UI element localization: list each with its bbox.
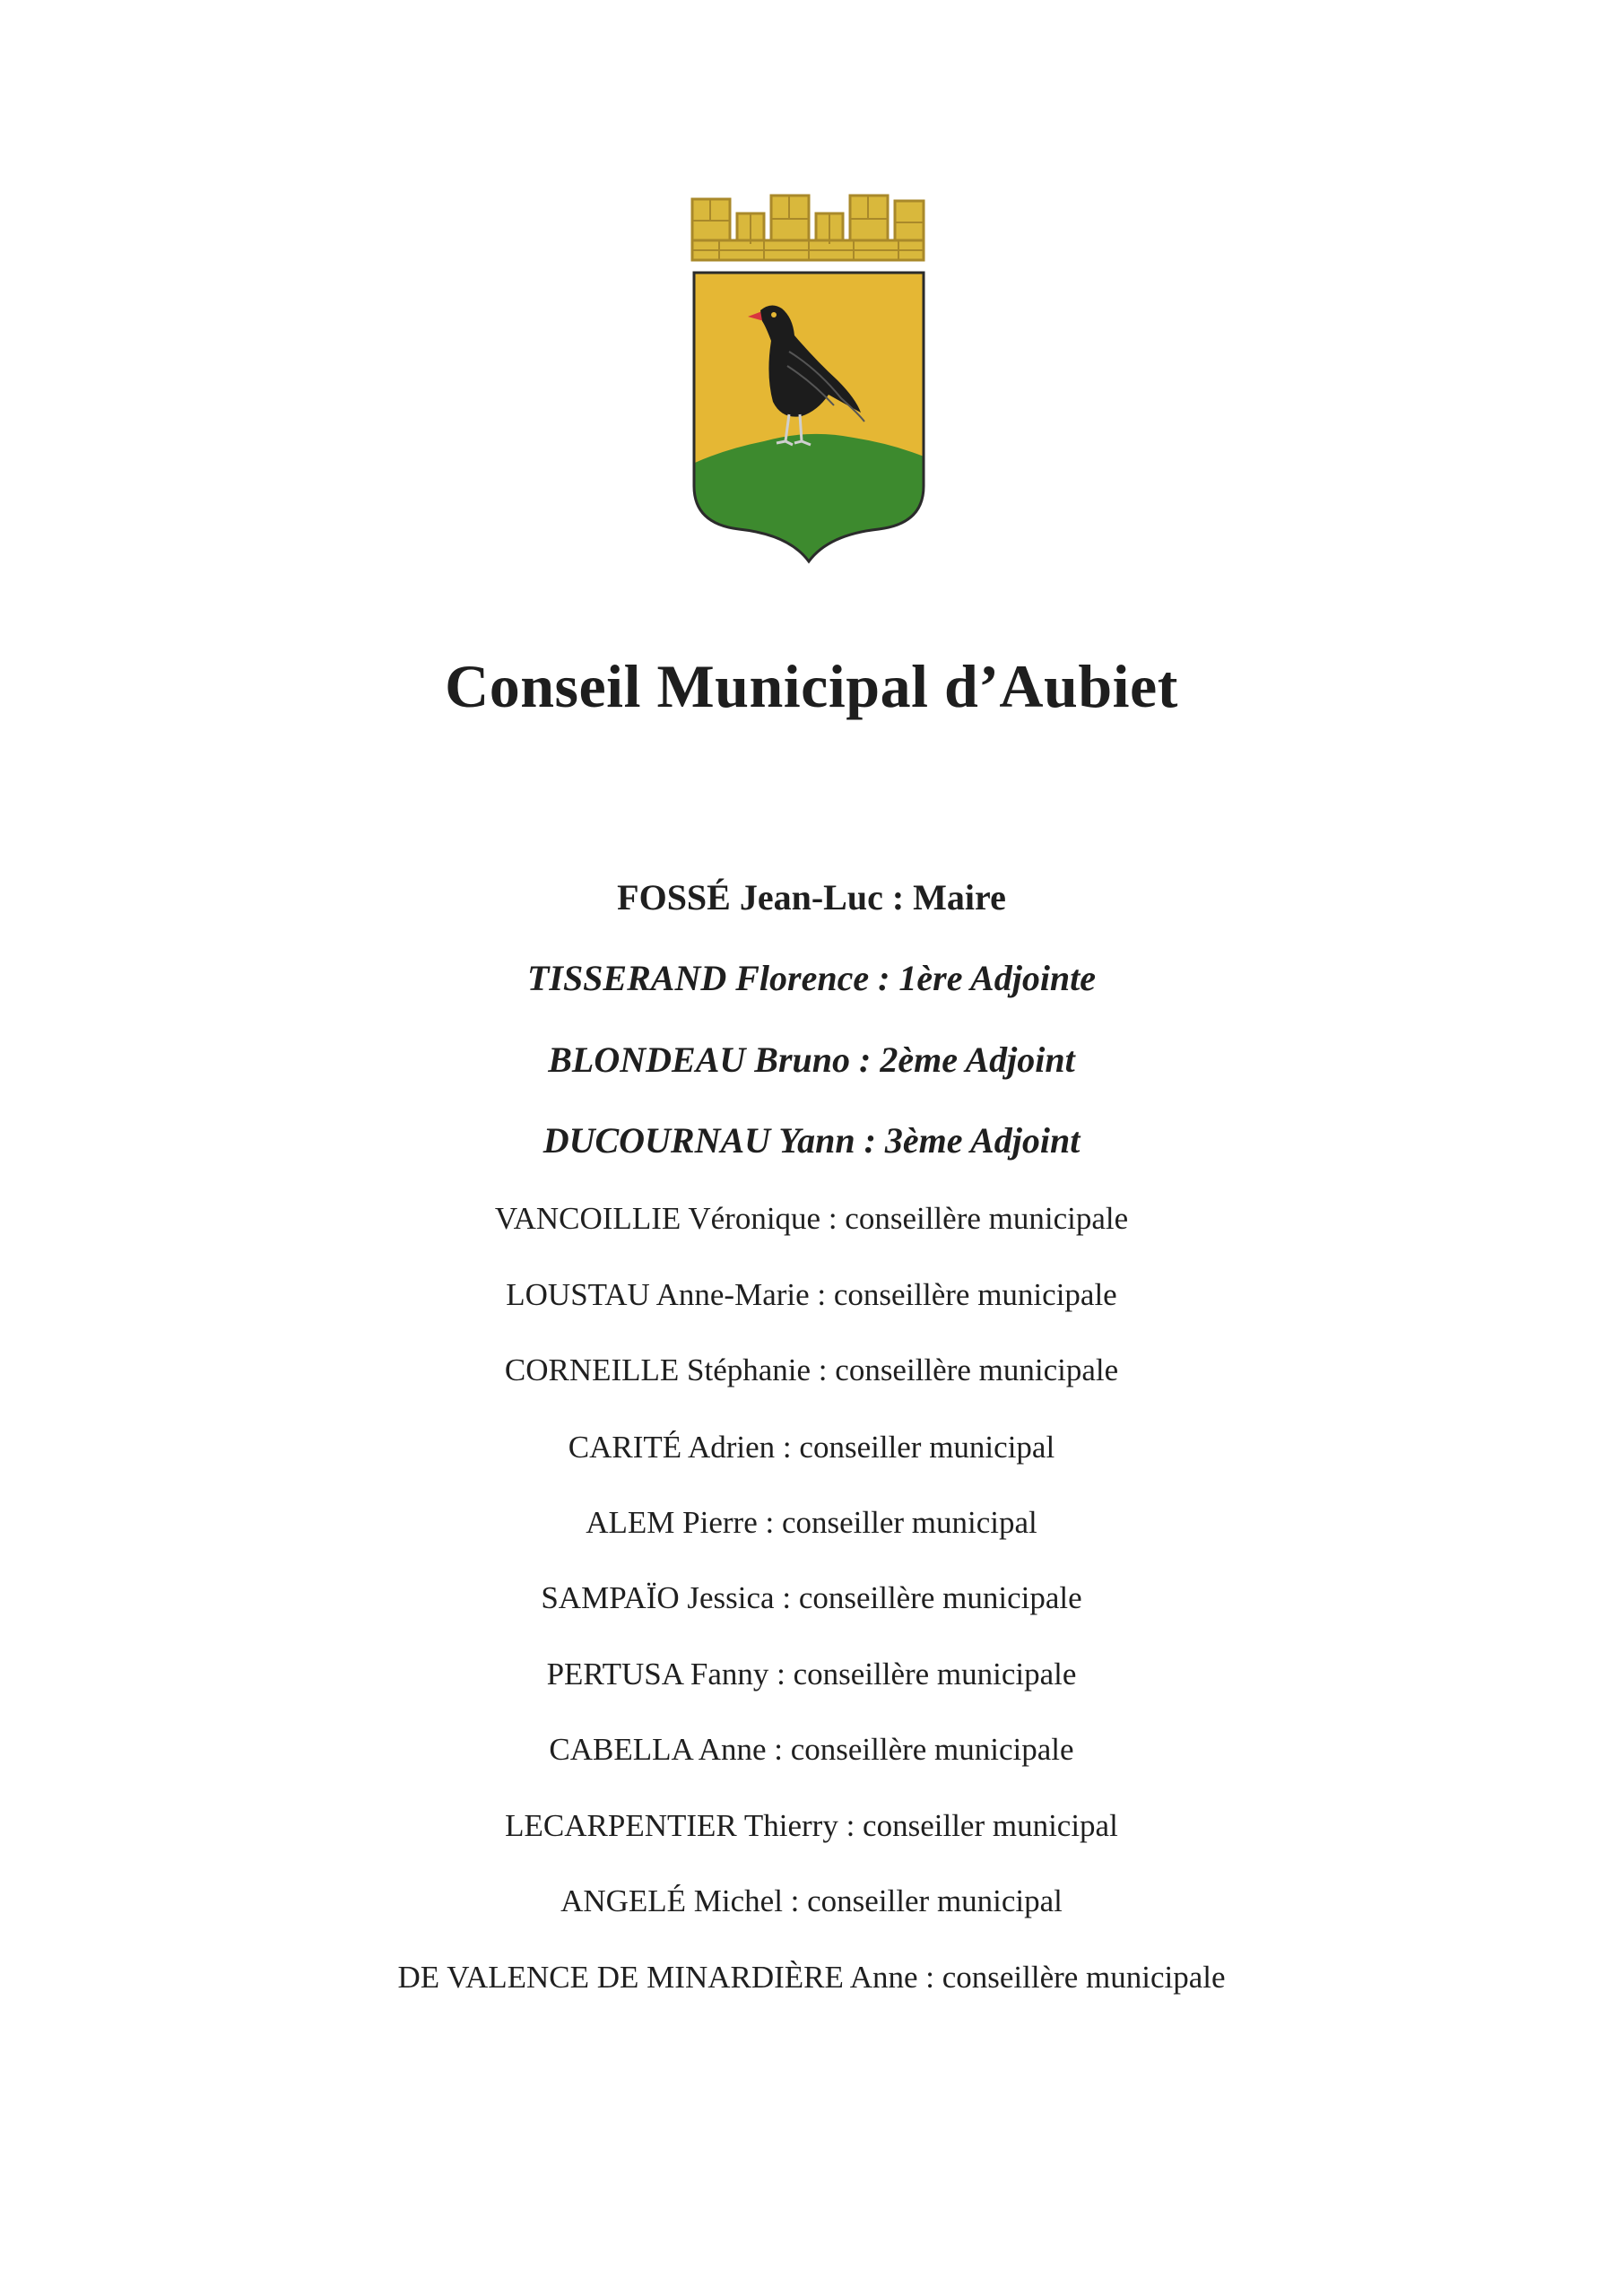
member-3: BLONDEAU Bruno : 2ème Adjoint bbox=[548, 1039, 1075, 1080]
member-9: ALEM Pierre : conseiller municipal bbox=[586, 1505, 1037, 1540]
member-12: CABELLA Anne : conseillère municipale bbox=[549, 1732, 1074, 1767]
member-11: PERTUSA Fanny : conseillère municipale bbox=[546, 1657, 1077, 1692]
coat-of-arms bbox=[683, 190, 934, 567]
member-14: ANGELÉ Michel : conseiller municipal bbox=[560, 1883, 1063, 1918]
member-15: DE VALENCE DE MINARDIÈRE Anne : conseillère municipale bbox=[397, 1960, 1226, 1995]
member-1: FOSSÉ Jean-Luc : Maire bbox=[617, 877, 1006, 918]
member-13: LECARPENTIER Thierry : conseiller municipal bbox=[505, 1808, 1118, 1843]
page-title: Conseil Municipal d’Aubiet bbox=[445, 652, 1178, 720]
member-10: SAMPAÏO Jessica : conseillère municipale bbox=[541, 1580, 1082, 1615]
member-7: CORNEILLE Stéphanie : conseillère municipale bbox=[504, 1352, 1119, 1387]
shield-icon bbox=[683, 271, 934, 567]
member-8: CARITÉ Adrien : conseiller municipal bbox=[568, 1430, 1055, 1465]
member-6: LOUSTAU Anne-Marie : conseillère municipale bbox=[506, 1277, 1117, 1312]
member-4: DUCOURNAU Yann : 3ème Adjoint bbox=[542, 1120, 1081, 1161]
mural-crown-icon bbox=[692, 196, 924, 260]
member-5: VANCOILLIE Véronique : conseillère municipale bbox=[494, 1201, 1129, 1236]
member-2: TISSERAND Florence : 1ère Adjointe bbox=[526, 958, 1097, 998]
